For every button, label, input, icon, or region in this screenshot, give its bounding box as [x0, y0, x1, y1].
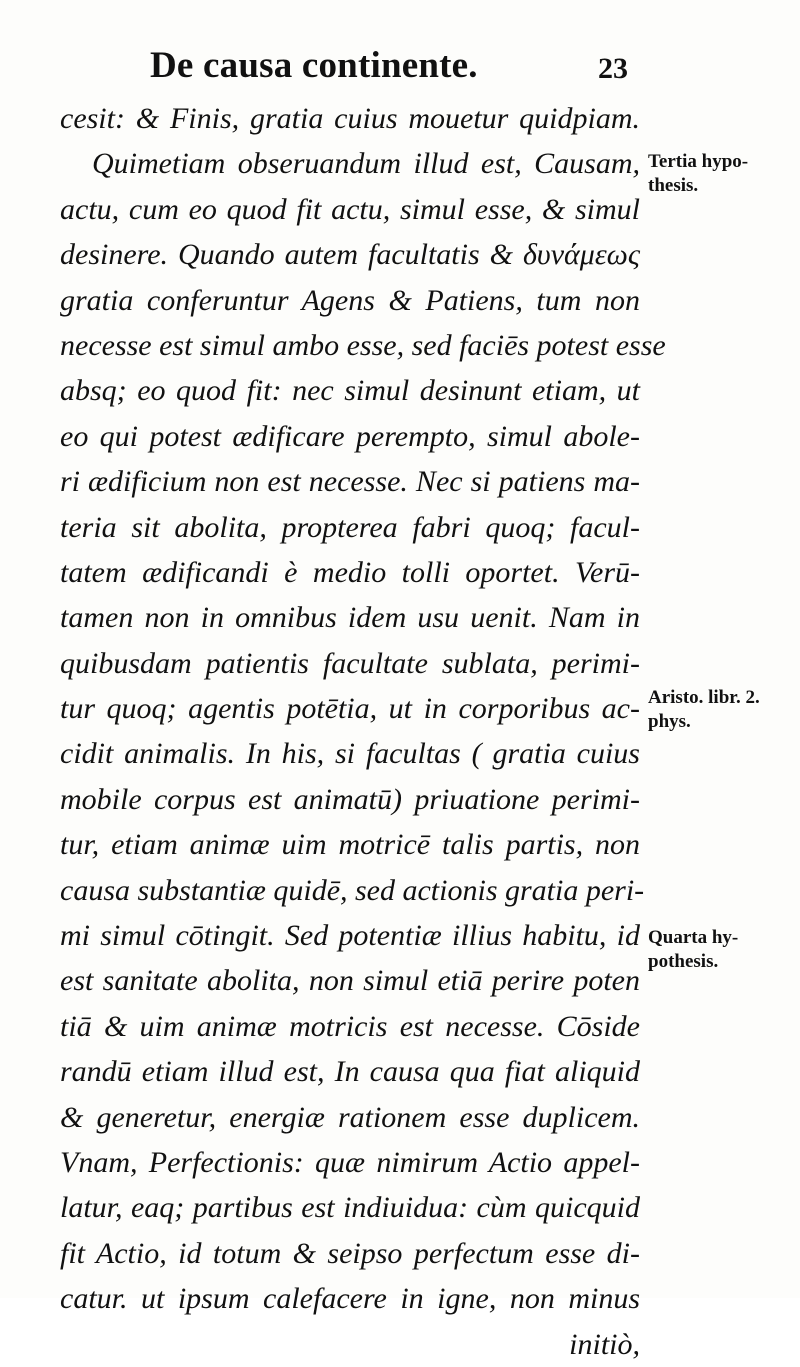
margin-note-line: pothesis.	[648, 951, 719, 972]
margin-note-quarta-hypothesis	[648, 926, 798, 974]
text-line: Quimetiam obseruandum illud est, Causam,	[92, 147, 640, 181]
text-line: gratia conferuntur Agens & Patiens, tum non	[60, 283, 640, 317]
text-line: catur. ut ipsum calefacere in igne, non minus	[60, 1282, 640, 1316]
margin-note-aristotle-reference	[648, 686, 798, 734]
text-line: est sanitate abolita, non simul etiā perire poten	[60, 964, 640, 998]
text-line: & generetur, energiæ rationem esse duplicem.	[60, 1100, 640, 1134]
running-head: De causa continente.	[150, 45, 478, 86]
page-number: 23	[598, 52, 628, 85]
text-line: causa substantiæ quidē, sed actionis gratia peri-	[60, 873, 645, 907]
margin-note-line: Aristo. libr. 2.	[648, 687, 760, 708]
body-text	[60, 96, 666, 1367]
text-line: Vnam, Perfectionis: quæ nimirum Actio appel-	[60, 1145, 640, 1179]
text-line: quibusdam patientis facultate sublata, perimi-	[60, 646, 640, 680]
text-line: teria sit abolita, propterea fabri quoq; facul-	[60, 510, 640, 544]
text-line: absq; eo quod fit: nec simul desinunt etiam, ut	[60, 374, 640, 408]
text-line: mobile corpus est animatū) priuatione perimi-	[60, 782, 640, 816]
text-line: fit Actio, id totum & seipso perfectum esse di-	[60, 1236, 640, 1270]
margin-note-tertia-hypothesis	[648, 150, 798, 198]
text-line: latur, eaq; partibus est indiuidua: cùm quicquid	[60, 1191, 640, 1225]
text-line: tur, etiam animæ uim motricē talis partis, non	[60, 828, 640, 862]
text-line: tiā & uim animæ motricis est necesse. Cōside	[60, 1009, 640, 1043]
text-line: tur quoq; agentis potētia, ut in corporibus ac-	[60, 692, 640, 726]
margin-note-line: thesis.	[648, 175, 699, 196]
text-line: ri ædificium non est necesse. Nec si patiens ma-	[60, 465, 640, 499]
margin-note-line: Tertia hypo-	[648, 151, 749, 172]
text-line: cesit: & Finis, gratia cuius mouetur quidpiam.	[60, 102, 640, 135]
text-line: eo qui potest ædificare perempto, simul abole-	[60, 419, 640, 453]
text-line: tatem ædificandi è medio tolli oportet. Verū-	[60, 555, 640, 589]
text-line: desinere. Quando autem facultatis & δυνάμεως	[60, 238, 640, 272]
text-line: cidit animalis. In his, si facultas ( gratia cuius	[60, 737, 640, 771]
margin-note-line: phys.	[648, 711, 691, 732]
text-line: randū etiam illud est, In causa qua fiat aliquid	[60, 1055, 640, 1089]
catchword: initiò,	[569, 1327, 640, 1361]
text-line: mi simul cōtingit. Sed potentiæ illius habitu, id	[60, 919, 640, 953]
text-line: tamen non in omnibus idem usu uenit. Nam in	[60, 601, 640, 635]
text-line: actu, cum eo quod fit actu, simul esse, & simul	[60, 192, 640, 226]
margin-note-line: Quarta hy-	[648, 927, 739, 948]
text-line: necesse est simul ambo esse, sed faciēs potest esse	[60, 328, 666, 362]
